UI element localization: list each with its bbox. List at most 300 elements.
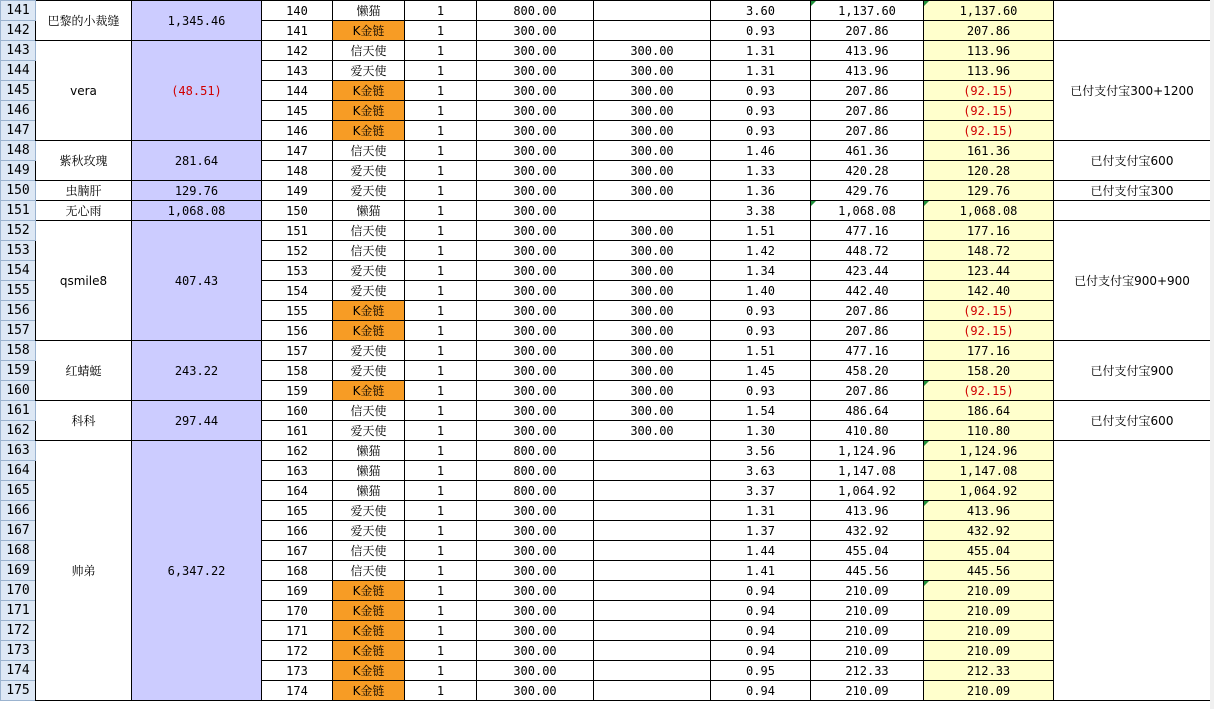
item-name-cell[interactable]: 爱天使 bbox=[333, 161, 405, 181]
item-name-cell[interactable]: 爱天使 bbox=[333, 421, 405, 441]
customer-name-cell[interactable]: 虫腩肝 bbox=[36, 181, 132, 201]
item-name-cell[interactable]: 爱天使 bbox=[333, 281, 405, 301]
row-header[interactable]: 151 bbox=[1, 201, 36, 221]
quantity-cell[interactable]: 1 bbox=[405, 61, 477, 81]
amount-cell[interactable]: 1,137.60 bbox=[811, 1, 924, 21]
item-name-cell[interactable]: 爱天使 bbox=[333, 501, 405, 521]
order-index-cell[interactable]: 150 bbox=[262, 201, 333, 221]
quantity-cell[interactable]: 1 bbox=[405, 681, 477, 701]
row-header[interactable]: 148 bbox=[1, 141, 36, 161]
deposit-cell[interactable]: 300.00 bbox=[594, 141, 711, 161]
order-index-cell[interactable]: 166 bbox=[262, 521, 333, 541]
order-index-cell[interactable]: 142 bbox=[262, 41, 333, 61]
quantity-cell[interactable]: 1 bbox=[405, 121, 477, 141]
price-cell[interactable]: 300.00 bbox=[477, 221, 594, 241]
item-name-cell[interactable]: K金链 bbox=[333, 301, 405, 321]
amount-cell[interactable]: 455.04 bbox=[811, 541, 924, 561]
deposit-cell[interactable] bbox=[594, 621, 711, 641]
weight-cell[interactable]: 3.37 bbox=[711, 481, 811, 501]
row-header[interactable]: 143 bbox=[1, 41, 36, 61]
amount-cell[interactable]: 442.40 bbox=[811, 281, 924, 301]
price-cell[interactable]: 300.00 bbox=[477, 641, 594, 661]
deposit-cell[interactable] bbox=[594, 661, 711, 681]
customer-name-cell[interactable]: 科科 bbox=[36, 401, 132, 441]
quantity-cell[interactable]: 1 bbox=[405, 201, 477, 221]
item-name-cell[interactable]: 懒猫 bbox=[333, 201, 405, 221]
weight-cell[interactable]: 0.95 bbox=[711, 661, 811, 681]
quantity-cell[interactable]: 1 bbox=[405, 501, 477, 521]
item-name-cell[interactable]: 懒猫 bbox=[333, 481, 405, 501]
price-cell[interactable]: 300.00 bbox=[477, 501, 594, 521]
row-header[interactable]: 149 bbox=[1, 161, 36, 181]
order-index-cell[interactable]: 171 bbox=[262, 621, 333, 641]
deposit-cell[interactable]: 300.00 bbox=[594, 81, 711, 101]
weight-cell[interactable]: 1.34 bbox=[711, 261, 811, 281]
weight-cell[interactable]: 3.38 bbox=[711, 201, 811, 221]
amount-cell[interactable]: 210.09 bbox=[811, 681, 924, 701]
item-name-cell[interactable]: 懒猫 bbox=[333, 441, 405, 461]
item-name-cell[interactable]: 爱天使 bbox=[333, 521, 405, 541]
order-index-cell[interactable]: 164 bbox=[262, 481, 333, 501]
order-index-cell[interactable]: 157 bbox=[262, 341, 333, 361]
weight-cell[interactable]: 1.31 bbox=[711, 501, 811, 521]
amount-cell[interactable]: 207.86 bbox=[811, 101, 924, 121]
weight-cell[interactable]: 0.93 bbox=[711, 121, 811, 141]
amount-cell[interactable]: 477.16 bbox=[811, 221, 924, 241]
amount-cell[interactable]: 410.80 bbox=[811, 421, 924, 441]
final-amount-cell[interactable]: 1,137.60 bbox=[924, 1, 1054, 21]
payment-note-cell[interactable] bbox=[1054, 441, 1211, 701]
deposit-cell[interactable] bbox=[594, 681, 711, 701]
price-cell[interactable]: 300.00 bbox=[477, 21, 594, 41]
weight-cell[interactable]: 1.41 bbox=[711, 561, 811, 581]
final-amount-cell[interactable]: 123.44 bbox=[924, 261, 1054, 281]
row-header[interactable]: 154 bbox=[1, 261, 36, 281]
final-amount-cell[interactable]: 210.09 bbox=[924, 681, 1054, 701]
price-cell[interactable]: 300.00 bbox=[477, 261, 594, 281]
order-index-cell[interactable]: 140 bbox=[262, 1, 333, 21]
weight-cell[interactable]: 1.31 bbox=[711, 41, 811, 61]
final-amount-cell[interactable]: (92.15) bbox=[924, 381, 1054, 401]
price-cell[interactable]: 300.00 bbox=[477, 401, 594, 421]
order-index-cell[interactable]: 173 bbox=[262, 661, 333, 681]
row-header[interactable]: 141 bbox=[1, 1, 36, 21]
deposit-cell[interactable]: 300.00 bbox=[594, 221, 711, 241]
weight-cell[interactable]: 0.93 bbox=[711, 81, 811, 101]
row-header[interactable]: 147 bbox=[1, 121, 36, 141]
row-header[interactable]: 175 bbox=[1, 681, 36, 701]
deposit-cell[interactable] bbox=[594, 201, 711, 221]
item-name-cell[interactable]: K金链 bbox=[333, 381, 405, 401]
quantity-cell[interactable]: 1 bbox=[405, 21, 477, 41]
row-header[interactable]: 142 bbox=[1, 21, 36, 41]
price-cell[interactable]: 300.00 bbox=[477, 561, 594, 581]
amount-cell[interactable]: 210.09 bbox=[811, 621, 924, 641]
weight-cell[interactable]: 1.51 bbox=[711, 221, 811, 241]
deposit-cell[interactable] bbox=[594, 481, 711, 501]
final-amount-cell[interactable]: 1,147.08 bbox=[924, 461, 1054, 481]
final-amount-cell[interactable]: 129.76 bbox=[924, 181, 1054, 201]
quantity-cell[interactable]: 1 bbox=[405, 401, 477, 421]
weight-cell[interactable]: 0.94 bbox=[711, 601, 811, 621]
final-amount-cell[interactable]: 158.20 bbox=[924, 361, 1054, 381]
payment-note-cell[interactable]: 已付支付宝600 bbox=[1054, 141, 1211, 181]
row-header[interactable]: 165 bbox=[1, 481, 36, 501]
quantity-cell[interactable]: 1 bbox=[405, 381, 477, 401]
quantity-cell[interactable]: 1 bbox=[405, 341, 477, 361]
final-amount-cell[interactable]: 177.16 bbox=[924, 341, 1054, 361]
row-header[interactable]: 152 bbox=[1, 221, 36, 241]
weight-cell[interactable]: 1.33 bbox=[711, 161, 811, 181]
deposit-cell[interactable]: 300.00 bbox=[594, 361, 711, 381]
row-header[interactable]: 156 bbox=[1, 301, 36, 321]
row-header[interactable]: 167 bbox=[1, 521, 36, 541]
quantity-cell[interactable]: 1 bbox=[405, 581, 477, 601]
item-name-cell[interactable]: 信天使 bbox=[333, 221, 405, 241]
payment-note-cell[interactable]: 已付支付宝300+1200 bbox=[1054, 41, 1211, 141]
item-name-cell[interactable]: K金链 bbox=[333, 681, 405, 701]
deposit-cell[interactable]: 300.00 bbox=[594, 261, 711, 281]
final-amount-cell[interactable]: 210.09 bbox=[924, 641, 1054, 661]
customer-total-cell[interactable]: 407.43 bbox=[132, 221, 262, 341]
price-cell[interactable]: 300.00 bbox=[477, 361, 594, 381]
customer-total-cell[interactable]: 243.22 bbox=[132, 341, 262, 401]
final-amount-cell[interactable]: (92.15) bbox=[924, 101, 1054, 121]
row-header[interactable]: 172 bbox=[1, 621, 36, 641]
price-cell[interactable]: 300.00 bbox=[477, 661, 594, 681]
order-index-cell[interactable]: 148 bbox=[262, 161, 333, 181]
deposit-cell[interactable]: 300.00 bbox=[594, 41, 711, 61]
weight-cell[interactable]: 1.45 bbox=[711, 361, 811, 381]
price-cell[interactable]: 300.00 bbox=[477, 161, 594, 181]
deposit-cell[interactable]: 300.00 bbox=[594, 301, 711, 321]
amount-cell[interactable]: 432.92 bbox=[811, 521, 924, 541]
amount-cell[interactable]: 212.33 bbox=[811, 661, 924, 681]
amount-cell[interactable]: 210.09 bbox=[811, 641, 924, 661]
item-name-cell[interactable]: 信天使 bbox=[333, 241, 405, 261]
price-cell[interactable]: 800.00 bbox=[477, 461, 594, 481]
item-name-cell[interactable]: K金链 bbox=[333, 581, 405, 601]
deposit-cell[interactable]: 300.00 bbox=[594, 161, 711, 181]
quantity-cell[interactable]: 1 bbox=[405, 101, 477, 121]
order-index-cell[interactable]: 146 bbox=[262, 121, 333, 141]
item-name-cell[interactable]: 爱天使 bbox=[333, 181, 405, 201]
final-amount-cell[interactable]: 148.72 bbox=[924, 241, 1054, 261]
final-amount-cell[interactable]: 113.96 bbox=[924, 61, 1054, 81]
final-amount-cell[interactable]: 212.33 bbox=[924, 661, 1054, 681]
quantity-cell[interactable]: 1 bbox=[405, 521, 477, 541]
deposit-cell[interactable] bbox=[594, 21, 711, 41]
order-index-cell[interactable]: 153 bbox=[262, 261, 333, 281]
deposit-cell[interactable]: 300.00 bbox=[594, 241, 711, 261]
quantity-cell[interactable]: 1 bbox=[405, 621, 477, 641]
price-cell[interactable]: 300.00 bbox=[477, 601, 594, 621]
weight-cell[interactable]: 0.93 bbox=[711, 321, 811, 341]
row-header[interactable]: 174 bbox=[1, 661, 36, 681]
row-header[interactable]: 146 bbox=[1, 101, 36, 121]
order-index-cell[interactable]: 151 bbox=[262, 221, 333, 241]
weight-cell[interactable]: 1.37 bbox=[711, 521, 811, 541]
item-name-cell[interactable]: K金链 bbox=[333, 621, 405, 641]
weight-cell[interactable]: 1.44 bbox=[711, 541, 811, 561]
amount-cell[interactable]: 1,068.08 bbox=[811, 201, 924, 221]
row-header[interactable]: 157 bbox=[1, 321, 36, 341]
order-index-cell[interactable]: 155 bbox=[262, 301, 333, 321]
final-amount-cell[interactable]: 445.56 bbox=[924, 561, 1054, 581]
item-name-cell[interactable]: 信天使 bbox=[333, 141, 405, 161]
order-index-cell[interactable]: 145 bbox=[262, 101, 333, 121]
price-cell[interactable]: 300.00 bbox=[477, 301, 594, 321]
customer-total-cell[interactable]: 1,345.46 bbox=[132, 1, 262, 41]
quantity-cell[interactable]: 1 bbox=[405, 441, 477, 461]
customer-total-cell[interactable]: 297.44 bbox=[132, 401, 262, 441]
deposit-cell[interactable]: 300.00 bbox=[594, 121, 711, 141]
order-index-cell[interactable]: 158 bbox=[262, 361, 333, 381]
quantity-cell[interactable]: 1 bbox=[405, 281, 477, 301]
weight-cell[interactable]: 0.94 bbox=[711, 621, 811, 641]
payment-note-cell[interactable] bbox=[1054, 1, 1211, 41]
amount-cell[interactable]: 461.36 bbox=[811, 141, 924, 161]
price-cell[interactable]: 300.00 bbox=[477, 61, 594, 81]
final-amount-cell[interactable]: 110.80 bbox=[924, 421, 1054, 441]
weight-cell[interactable]: 1.46 bbox=[711, 141, 811, 161]
price-cell[interactable]: 300.00 bbox=[477, 341, 594, 361]
item-name-cell[interactable]: 爱天使 bbox=[333, 261, 405, 281]
item-name-cell[interactable]: K金链 bbox=[333, 641, 405, 661]
price-cell[interactable]: 300.00 bbox=[477, 121, 594, 141]
deposit-cell[interactable]: 300.00 bbox=[594, 181, 711, 201]
row-header[interactable]: 155 bbox=[1, 281, 36, 301]
item-name-cell[interactable]: K金链 bbox=[333, 21, 405, 41]
deposit-cell[interactable] bbox=[594, 641, 711, 661]
weight-cell[interactable]: 0.93 bbox=[711, 21, 811, 41]
price-cell[interactable]: 300.00 bbox=[477, 381, 594, 401]
deposit-cell[interactable] bbox=[594, 561, 711, 581]
quantity-cell[interactable]: 1 bbox=[405, 241, 477, 261]
row-header[interactable]: 162 bbox=[1, 421, 36, 441]
final-amount-cell[interactable]: (92.15) bbox=[924, 321, 1054, 341]
deposit-cell[interactable]: 300.00 bbox=[594, 341, 711, 361]
price-cell[interactable]: 300.00 bbox=[477, 101, 594, 121]
order-index-cell[interactable]: 163 bbox=[262, 461, 333, 481]
item-name-cell[interactable]: K金链 bbox=[333, 101, 405, 121]
item-name-cell[interactable]: K金链 bbox=[333, 321, 405, 341]
row-header[interactable]: 158 bbox=[1, 341, 36, 361]
amount-cell[interactable]: 1,124.96 bbox=[811, 441, 924, 461]
final-amount-cell[interactable]: 186.64 bbox=[924, 401, 1054, 421]
deposit-cell[interactable]: 300.00 bbox=[594, 61, 711, 81]
price-cell[interactable]: 300.00 bbox=[477, 241, 594, 261]
price-cell[interactable]: 300.00 bbox=[477, 41, 594, 61]
payment-note-cell[interactable]: 已付支付宝600 bbox=[1054, 401, 1211, 441]
weight-cell[interactable]: 0.94 bbox=[711, 681, 811, 701]
item-name-cell[interactable]: 爱天使 bbox=[333, 341, 405, 361]
amount-cell[interactable]: 1,147.08 bbox=[811, 461, 924, 481]
deposit-cell[interactable]: 300.00 bbox=[594, 281, 711, 301]
order-index-cell[interactable]: 162 bbox=[262, 441, 333, 461]
final-amount-cell[interactable]: (92.15) bbox=[924, 81, 1054, 101]
quantity-cell[interactable]: 1 bbox=[405, 221, 477, 241]
deposit-cell[interactable]: 300.00 bbox=[594, 421, 711, 441]
row-header[interactable]: 171 bbox=[1, 601, 36, 621]
amount-cell[interactable]: 207.86 bbox=[811, 21, 924, 41]
row-header[interactable]: 170 bbox=[1, 581, 36, 601]
deposit-cell[interactable] bbox=[594, 441, 711, 461]
row-header[interactable]: 150 bbox=[1, 181, 36, 201]
item-name-cell[interactable]: 信天使 bbox=[333, 561, 405, 581]
customer-total-cell[interactable]: (48.51) bbox=[132, 41, 262, 141]
deposit-cell[interactable] bbox=[594, 1, 711, 21]
quantity-cell[interactable]: 1 bbox=[405, 661, 477, 681]
weight-cell[interactable]: 0.94 bbox=[711, 581, 811, 601]
deposit-cell[interactable]: 300.00 bbox=[594, 401, 711, 421]
item-name-cell[interactable]: 懒猫 bbox=[333, 1, 405, 21]
order-index-cell[interactable]: 152 bbox=[262, 241, 333, 261]
price-cell[interactable]: 300.00 bbox=[477, 81, 594, 101]
weight-cell[interactable]: 1.42 bbox=[711, 241, 811, 261]
quantity-cell[interactable]: 1 bbox=[405, 81, 477, 101]
amount-cell[interactable]: 423.44 bbox=[811, 261, 924, 281]
row-header[interactable]: 144 bbox=[1, 61, 36, 81]
order-index-cell[interactable]: 161 bbox=[262, 421, 333, 441]
item-name-cell[interactable]: 信天使 bbox=[333, 541, 405, 561]
item-name-cell[interactable]: K金链 bbox=[333, 121, 405, 141]
row-header[interactable]: 173 bbox=[1, 641, 36, 661]
payment-note-cell[interactable]: 已付支付宝900+900 bbox=[1054, 221, 1211, 341]
deposit-cell[interactable] bbox=[594, 601, 711, 621]
final-amount-cell[interactable]: 1,124.96 bbox=[924, 441, 1054, 461]
item-name-cell[interactable]: 信天使 bbox=[333, 41, 405, 61]
quantity-cell[interactable]: 1 bbox=[405, 481, 477, 501]
customer-name-cell[interactable]: 巴黎的小裁缝 bbox=[36, 1, 132, 41]
price-cell[interactable]: 300.00 bbox=[477, 181, 594, 201]
amount-cell[interactable]: 207.86 bbox=[811, 321, 924, 341]
customer-name-cell[interactable]: 紫秋玫瑰 bbox=[36, 141, 132, 181]
price-cell[interactable]: 800.00 bbox=[477, 1, 594, 21]
row-header[interactable]: 161 bbox=[1, 401, 36, 421]
item-name-cell[interactable]: 爱天使 bbox=[333, 61, 405, 81]
amount-cell[interactable]: 486.64 bbox=[811, 401, 924, 421]
quantity-cell[interactable]: 1 bbox=[405, 641, 477, 661]
quantity-cell[interactable]: 1 bbox=[405, 141, 477, 161]
deposit-cell[interactable] bbox=[594, 541, 711, 561]
amount-cell[interactable]: 477.16 bbox=[811, 341, 924, 361]
final-amount-cell[interactable]: (92.15) bbox=[924, 121, 1054, 141]
deposit-cell[interactable]: 300.00 bbox=[594, 101, 711, 121]
final-amount-cell[interactable]: 210.09 bbox=[924, 581, 1054, 601]
quantity-cell[interactable]: 1 bbox=[405, 321, 477, 341]
weight-cell[interactable]: 0.93 bbox=[711, 101, 811, 121]
weight-cell[interactable]: 1.54 bbox=[711, 401, 811, 421]
deposit-cell[interactable] bbox=[594, 581, 711, 601]
customer-name-cell[interactable]: qsmile8 bbox=[36, 221, 132, 341]
amount-cell[interactable]: 420.28 bbox=[811, 161, 924, 181]
amount-cell[interactable]: 448.72 bbox=[811, 241, 924, 261]
item-name-cell[interactable]: K金链 bbox=[333, 601, 405, 621]
customer-name-cell[interactable]: 无心雨 bbox=[36, 201, 132, 221]
final-amount-cell[interactable]: 161.36 bbox=[924, 141, 1054, 161]
order-index-cell[interactable]: 168 bbox=[262, 561, 333, 581]
amount-cell[interactable]: 429.76 bbox=[811, 181, 924, 201]
weight-cell[interactable]: 1.51 bbox=[711, 341, 811, 361]
final-amount-cell[interactable]: 210.09 bbox=[924, 621, 1054, 641]
amount-cell[interactable]: 207.86 bbox=[811, 81, 924, 101]
final-amount-cell[interactable]: 413.96 bbox=[924, 501, 1054, 521]
quantity-cell[interactable]: 1 bbox=[405, 561, 477, 581]
payment-note-cell[interactable]: 已付支付宝300 bbox=[1054, 181, 1211, 201]
amount-cell[interactable]: 210.09 bbox=[811, 601, 924, 621]
weight-cell[interactable]: 0.94 bbox=[711, 641, 811, 661]
amount-cell[interactable]: 413.96 bbox=[811, 61, 924, 81]
amount-cell[interactable]: 413.96 bbox=[811, 41, 924, 61]
payment-note-cell[interactable] bbox=[1054, 201, 1211, 221]
quantity-cell[interactable]: 1 bbox=[405, 461, 477, 481]
final-amount-cell[interactable]: 1,068.08 bbox=[924, 201, 1054, 221]
price-cell[interactable]: 300.00 bbox=[477, 201, 594, 221]
row-header[interactable]: 159 bbox=[1, 361, 36, 381]
final-amount-cell[interactable]: (92.15) bbox=[924, 301, 1054, 321]
order-index-cell[interactable]: 147 bbox=[262, 141, 333, 161]
row-header[interactable]: 169 bbox=[1, 561, 36, 581]
order-index-cell[interactable]: 149 bbox=[262, 181, 333, 201]
order-index-cell[interactable]: 154 bbox=[262, 281, 333, 301]
amount-cell[interactable]: 458.20 bbox=[811, 361, 924, 381]
price-cell[interactable]: 300.00 bbox=[477, 681, 594, 701]
order-index-cell[interactable]: 167 bbox=[262, 541, 333, 561]
weight-cell[interactable]: 3.63 bbox=[711, 461, 811, 481]
amount-cell[interactable]: 207.86 bbox=[811, 301, 924, 321]
final-amount-cell[interactable]: 142.40 bbox=[924, 281, 1054, 301]
amount-cell[interactable]: 207.86 bbox=[811, 121, 924, 141]
quantity-cell[interactable]: 1 bbox=[405, 361, 477, 381]
weight-cell[interactable]: 1.36 bbox=[711, 181, 811, 201]
price-cell[interactable]: 800.00 bbox=[477, 481, 594, 501]
quantity-cell[interactable]: 1 bbox=[405, 1, 477, 21]
price-cell[interactable]: 800.00 bbox=[477, 441, 594, 461]
order-index-cell[interactable]: 170 bbox=[262, 601, 333, 621]
amount-cell[interactable]: 207.86 bbox=[811, 381, 924, 401]
order-index-cell[interactable]: 165 bbox=[262, 501, 333, 521]
quantity-cell[interactable]: 1 bbox=[405, 181, 477, 201]
quantity-cell[interactable]: 1 bbox=[405, 301, 477, 321]
order-index-cell[interactable]: 159 bbox=[262, 381, 333, 401]
deposit-cell[interactable] bbox=[594, 521, 711, 541]
deposit-cell[interactable]: 300.00 bbox=[594, 321, 711, 341]
quantity-cell[interactable]: 1 bbox=[405, 41, 477, 61]
deposit-cell[interactable] bbox=[594, 501, 711, 521]
weight-cell[interactable]: 1.40 bbox=[711, 281, 811, 301]
price-cell[interactable]: 300.00 bbox=[477, 621, 594, 641]
final-amount-cell[interactable]: 120.28 bbox=[924, 161, 1054, 181]
price-cell[interactable]: 300.00 bbox=[477, 421, 594, 441]
final-amount-cell[interactable]: 1,064.92 bbox=[924, 481, 1054, 501]
item-name-cell[interactable]: K金链 bbox=[333, 81, 405, 101]
price-cell[interactable]: 300.00 bbox=[477, 141, 594, 161]
final-amount-cell[interactable]: 210.09 bbox=[924, 601, 1054, 621]
customer-total-cell[interactable]: 6,347.22 bbox=[132, 441, 262, 701]
price-cell[interactable]: 300.00 bbox=[477, 281, 594, 301]
order-index-cell[interactable]: 160 bbox=[262, 401, 333, 421]
order-index-cell[interactable]: 169 bbox=[262, 581, 333, 601]
final-amount-cell[interactable]: 432.92 bbox=[924, 521, 1054, 541]
payment-note-cell[interactable]: 已付支付宝900 bbox=[1054, 341, 1211, 401]
weight-cell[interactable]: 3.56 bbox=[711, 441, 811, 461]
amount-cell[interactable]: 210.09 bbox=[811, 581, 924, 601]
row-header[interactable]: 145 bbox=[1, 81, 36, 101]
row-header[interactable]: 160 bbox=[1, 381, 36, 401]
customer-name-cell[interactable]: 红蜻蜓 bbox=[36, 341, 132, 401]
order-index-cell[interactable]: 141 bbox=[262, 21, 333, 41]
